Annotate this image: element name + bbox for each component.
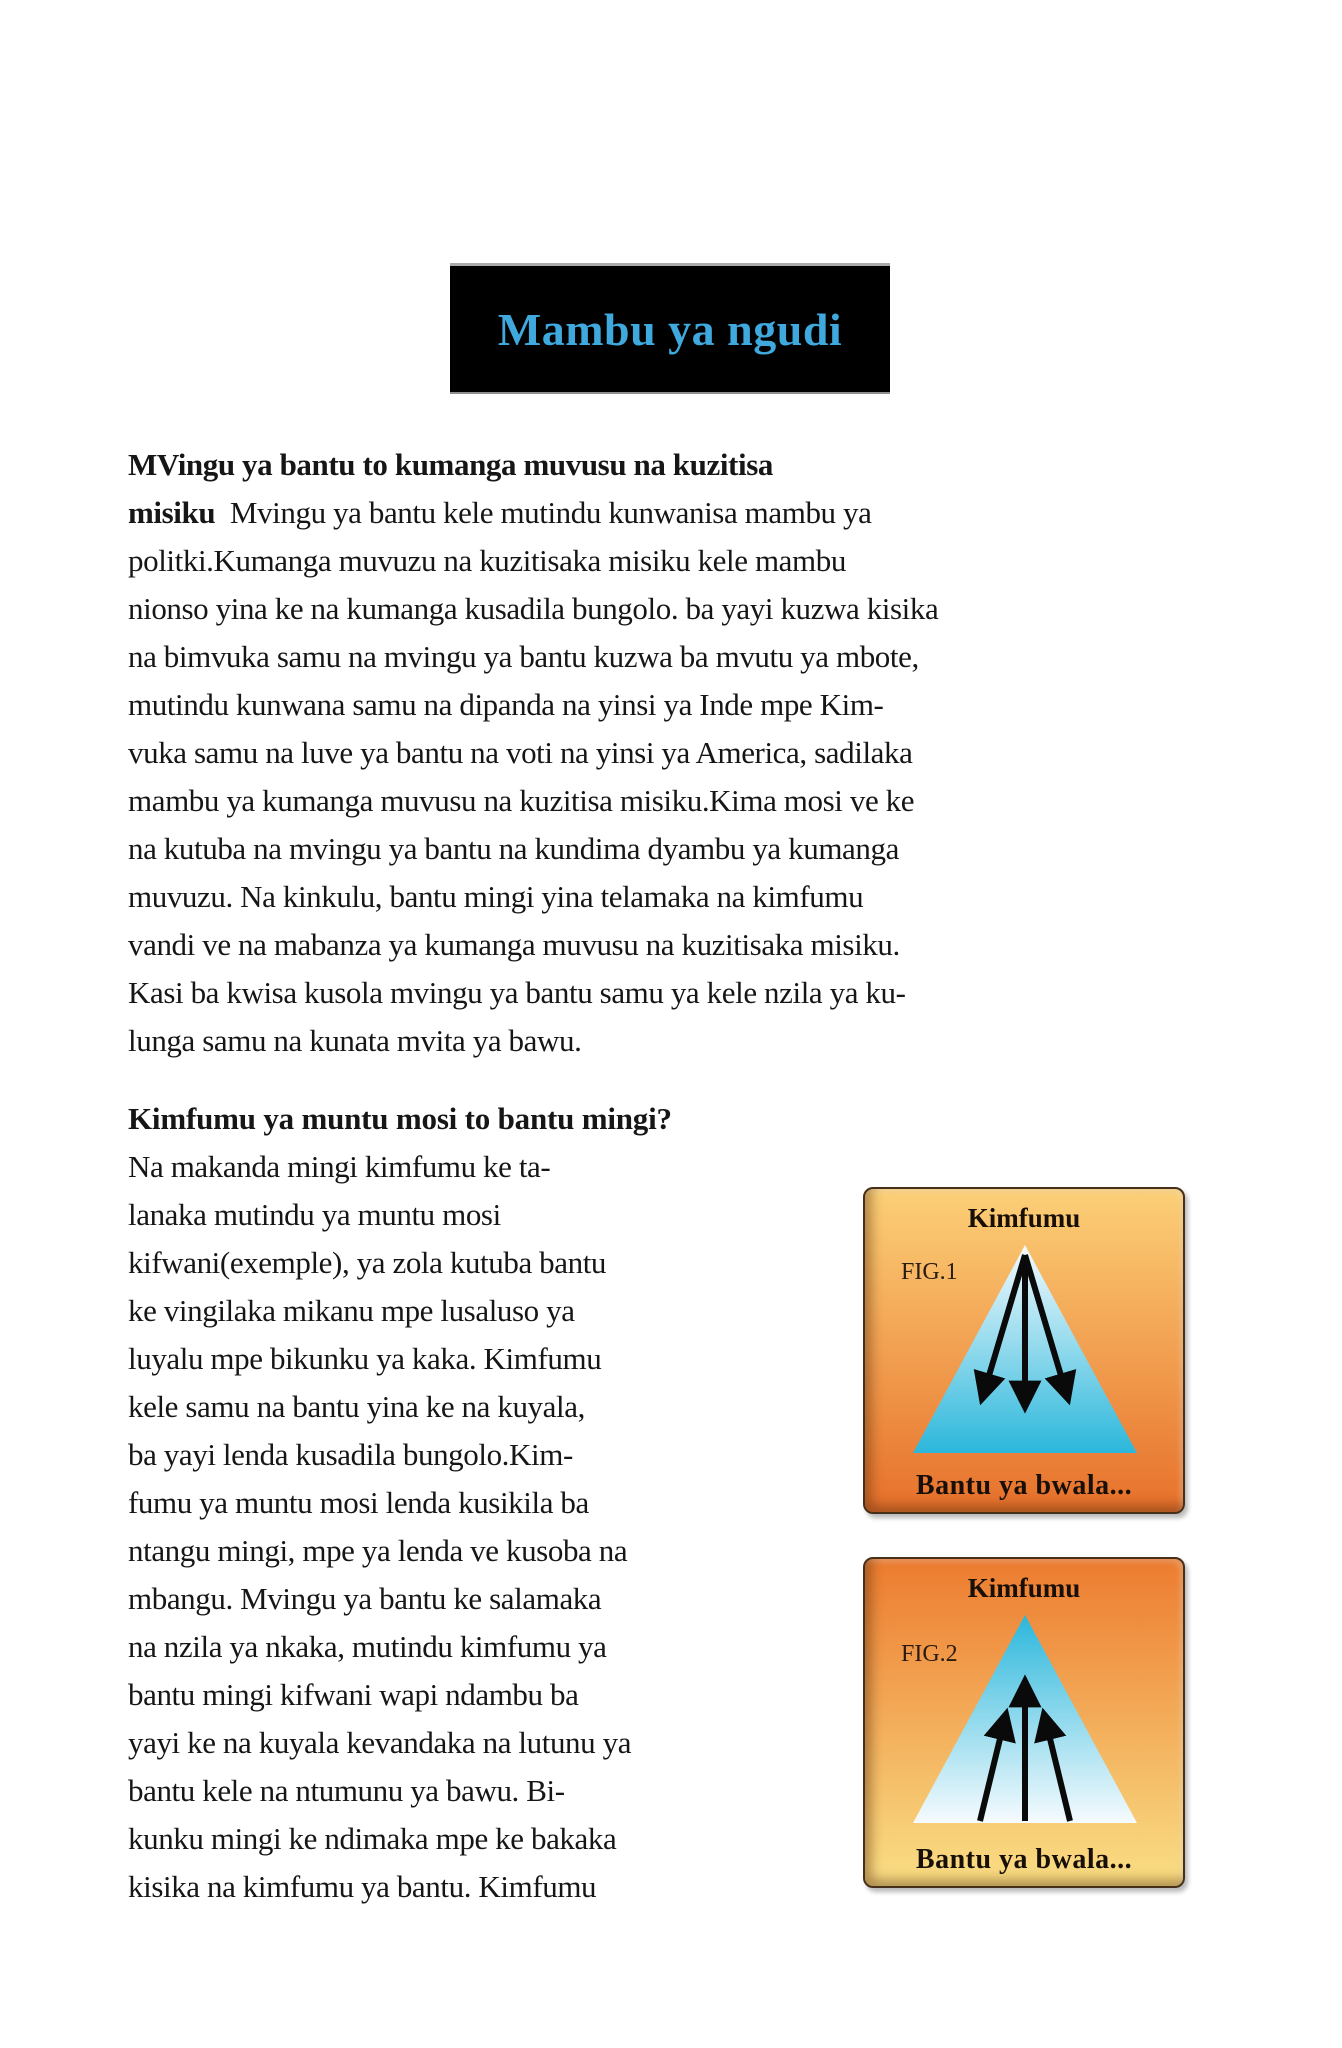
text-line: fumu ya muntu mosi lenda kusikila ba <box>128 1485 589 1520</box>
text-line: mbangu. Mvingu ya bantu ke salamaka <box>128 1581 602 1616</box>
figure-1-top-label: Kimfumu <box>967 1203 1081 1233</box>
section-heading: Kimfumu ya muntu mosi to bantu mingi? <box>128 1101 672 1136</box>
figure-1-bottom-label: Bantu ya bwala... <box>915 1470 1133 1501</box>
page-title: Mambu ya ngudi <box>497 303 843 355</box>
figure-1-id-label: FIG.1 <box>901 1259 958 1285</box>
figure-2-pyramid-diagram <box>865 1609 1187 1831</box>
figure-1 <box>863 1187 1185 1514</box>
text-line: kisika na kimfumu ya bantu. Kimfumu <box>128 1869 597 1904</box>
text-line: yayi ke na kuyala kevandaka na lutunu ya <box>128 1725 632 1760</box>
text-line: mambu ya kumanga muvusu na kuzitisa misiku.Kima mosi ve ke <box>128 783 915 818</box>
text-line: Kasi ba kwisa kusola mvingu ya bantu samu ya kele nzila ya ku- <box>128 975 906 1010</box>
text-line: politki.Kumanga muvuzu na kuzitisaka misiku kele mambu <box>128 543 846 578</box>
text-line: bantu kele na ntumunu ya bawu. Bi- <box>128 1773 565 1808</box>
text-line: vuka samu na luve ya bantu na voti na yinsi ya America, sadilaka <box>128 735 913 770</box>
text-line: ke vingilaka mikanu mpe lusaluso ya <box>128 1293 575 1328</box>
text-line: nionso yina ke na kumanga kusadila bungolo. ba yayi kuzwa kisika <box>128 591 939 626</box>
text-line: kele samu na bantu yina ke na kuyala, <box>128 1389 585 1424</box>
figure-2-bottom-label: Bantu ya bwala... <box>915 1844 1133 1875</box>
text-line: kunku mingi ke ndimaka mpe ke bakaka <box>128 1821 617 1856</box>
figure-1-pyramid-diagram <box>865 1239 1187 1461</box>
text-line: Na makanda mingi kimfumu ke ta- <box>128 1149 551 1184</box>
text-line: mutindu kunwana samu na dipanda na yinsi ya Inde mpe Kim- <box>128 687 884 722</box>
text-line: muvuzu. Na kinkulu, bantu mingi yina telamaka na kimfumu <box>128 879 864 914</box>
title-banner <box>450 263 890 394</box>
text-line: kifwani(exemple), ya zola kutuba bantu <box>128 1245 607 1280</box>
text-line: lunga samu na kunata mvita ya bawu. <box>128 1023 582 1058</box>
text-line: lanaka mutindu ya muntu mosi <box>128 1197 501 1232</box>
figure-2-id-label: FIG.2 <box>901 1641 958 1667</box>
text-line: ba yayi lenda kusadila bungolo.Kim- <box>128 1437 573 1472</box>
figure-2-top-label: Kimfumu <box>967 1573 1081 1603</box>
text-line: na nzila ya nkaka, mutindu kimfumu ya <box>128 1629 607 1664</box>
text-line: na kutuba na mvingu ya bantu na kundima dyambu ya kumanga <box>128 831 899 866</box>
text-line: bantu mingi kifwani wapi ndambu ba <box>128 1677 579 1712</box>
paragraph-1 <box>128 441 1048 1065</box>
text-line: na bimvuka samu na mvingu ya bantu kuzwa ba mvutu ya mbote, <box>128 639 919 674</box>
figure-2 <box>863 1557 1185 1888</box>
text-line: vandi ve na mabanza ya kumanga muvusu na kuzitisaka misiku. <box>128 927 900 962</box>
text-line: MVingu ya bantu to kumanga muvusu na kuzitisa <box>128 447 773 482</box>
text-line: ntangu mingi, mpe ya lenda ve kusoba na <box>128 1533 628 1568</box>
text-line: misiku Mvingu ya bantu kele mutindu kunwanisa mambu ya <box>128 495 872 530</box>
text-line: luyalu mpe bikunku ya kaka. Kimfumu <box>128 1341 602 1376</box>
